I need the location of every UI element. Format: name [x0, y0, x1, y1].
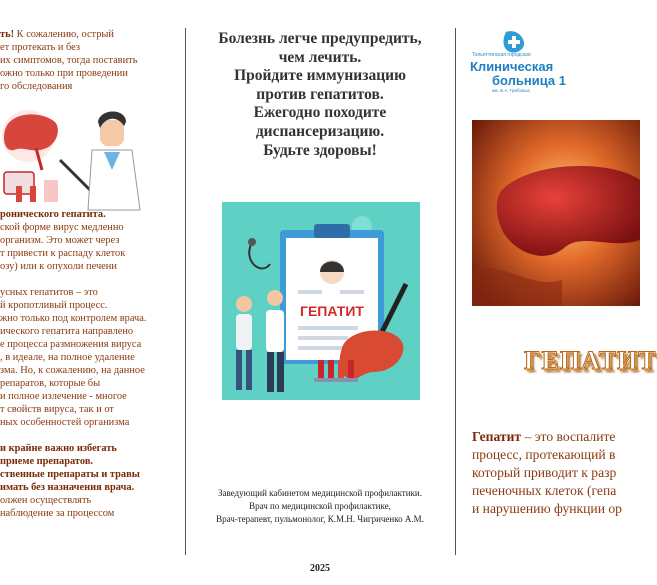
- hospital-sub: им. В.А. Грибовых: [492, 88, 531, 93]
- left-mid-11: , в идеале, на полное удаление: [0, 352, 135, 363]
- hospital-name-2: больница 1: [492, 73, 566, 88]
- left-line-3: их симптомов, тогда поставить: [0, 55, 138, 66]
- liver-photo: [472, 120, 640, 306]
- panel-right: [456, 0, 657, 585]
- definition-line-3: который приводит к разр: [472, 465, 617, 480]
- slogan-line-2: чем лечить.: [278, 48, 362, 66]
- hospital-small: Тольяттинская городская: [472, 52, 531, 58]
- slogan-line-7: Будьте здоровы!: [263, 141, 377, 159]
- signature-line-2: Врач по медицинской профилактике,: [249, 501, 391, 511]
- left-warning-4: имать без назначения врача.: [0, 482, 135, 493]
- left-mid-7: й кропотливый процесс.: [0, 300, 108, 311]
- hospital-name-1: Клиническая: [470, 59, 554, 74]
- hepatitis-illustration: [222, 202, 420, 400]
- left-mid-13: репаратов, которые бы: [0, 378, 101, 389]
- left-mid-8: жно только под контролем врача.: [0, 313, 147, 324]
- left-mid-3: т привести к распаду клеток: [0, 248, 126, 259]
- left-heading: ронического гепатита.: [0, 209, 106, 220]
- left-mid-1: ской форме вирус медленно: [0, 222, 124, 233]
- left-warning-2: приеме препаратов.: [0, 456, 94, 467]
- slogan-line-6: диспансеризацию.: [255, 122, 385, 140]
- left-line-1: ть! К сожалению, острый: [0, 29, 114, 40]
- left-mid-15: т свойств вируса, так и от: [0, 404, 114, 415]
- slogan-line-3: Пройдите иммунизацию: [234, 67, 406, 85]
- definition-line-5: и нарушению функции ор: [472, 501, 622, 516]
- left-mid-4: озу) или к опухоли печени: [0, 261, 117, 272]
- left-warning-1: и крайне важно избегать: [0, 443, 117, 454]
- left-mid-2: организм. Это может через: [0, 235, 120, 246]
- year: 2025: [310, 563, 330, 574]
- definition-line-1: Гепатит – это воспалите: [472, 429, 616, 444]
- left-mid-16: ных особенностей организма: [0, 417, 130, 428]
- left-end-2: наблюдение за процессом: [0, 508, 115, 519]
- slogan-line-1: Болезнь легче предупредить,: [218, 30, 422, 47]
- slogan-line-4: против гепатитов.: [256, 85, 384, 103]
- signature-line-1: Заведующий кабинетом медицинской профилактики.: [217, 488, 422, 498]
- slogan-line-5: Ежегодно походите: [253, 104, 387, 122]
- left-line-2: ет протекать и без: [0, 42, 80, 53]
- panel-center: [186, 0, 454, 585]
- left-warning-3: ственные препараты и травы: [0, 469, 140, 480]
- left-mid-6: усных гепатитов – это: [0, 287, 98, 298]
- panel-left: [0, 0, 186, 585]
- left-line-4: ожно только при проведении: [0, 68, 128, 79]
- definition-line-4: печеночных клеток (гепа: [472, 483, 617, 498]
- definition-line-2: процесс, протекающий в: [472, 447, 616, 462]
- title: ГЕПАТИТ: [524, 346, 657, 375]
- left-mid-10: е процесса размножения вируса: [0, 339, 142, 350]
- doctor-liver-illustration: [0, 100, 150, 210]
- slogan: [186, 30, 454, 160]
- left-line-5: го обследования: [0, 81, 73, 92]
- clipboard-word: ГЕПАТИТ: [300, 303, 364, 319]
- hospital-logo-icon: [500, 30, 528, 54]
- left-end-1: олжен осуществлять: [0, 495, 92, 506]
- left-mid-14: и полное излечение - многое: [0, 391, 127, 402]
- left-mid-9: ического гепатита направлено: [0, 326, 134, 337]
- left-mid-12: зма. Но, к сожалению, на данное: [0, 365, 145, 376]
- signature-line-3: Врач-терапевт, пульмонолог, К.М.Н. Чигриченко А.М.: [216, 514, 424, 524]
